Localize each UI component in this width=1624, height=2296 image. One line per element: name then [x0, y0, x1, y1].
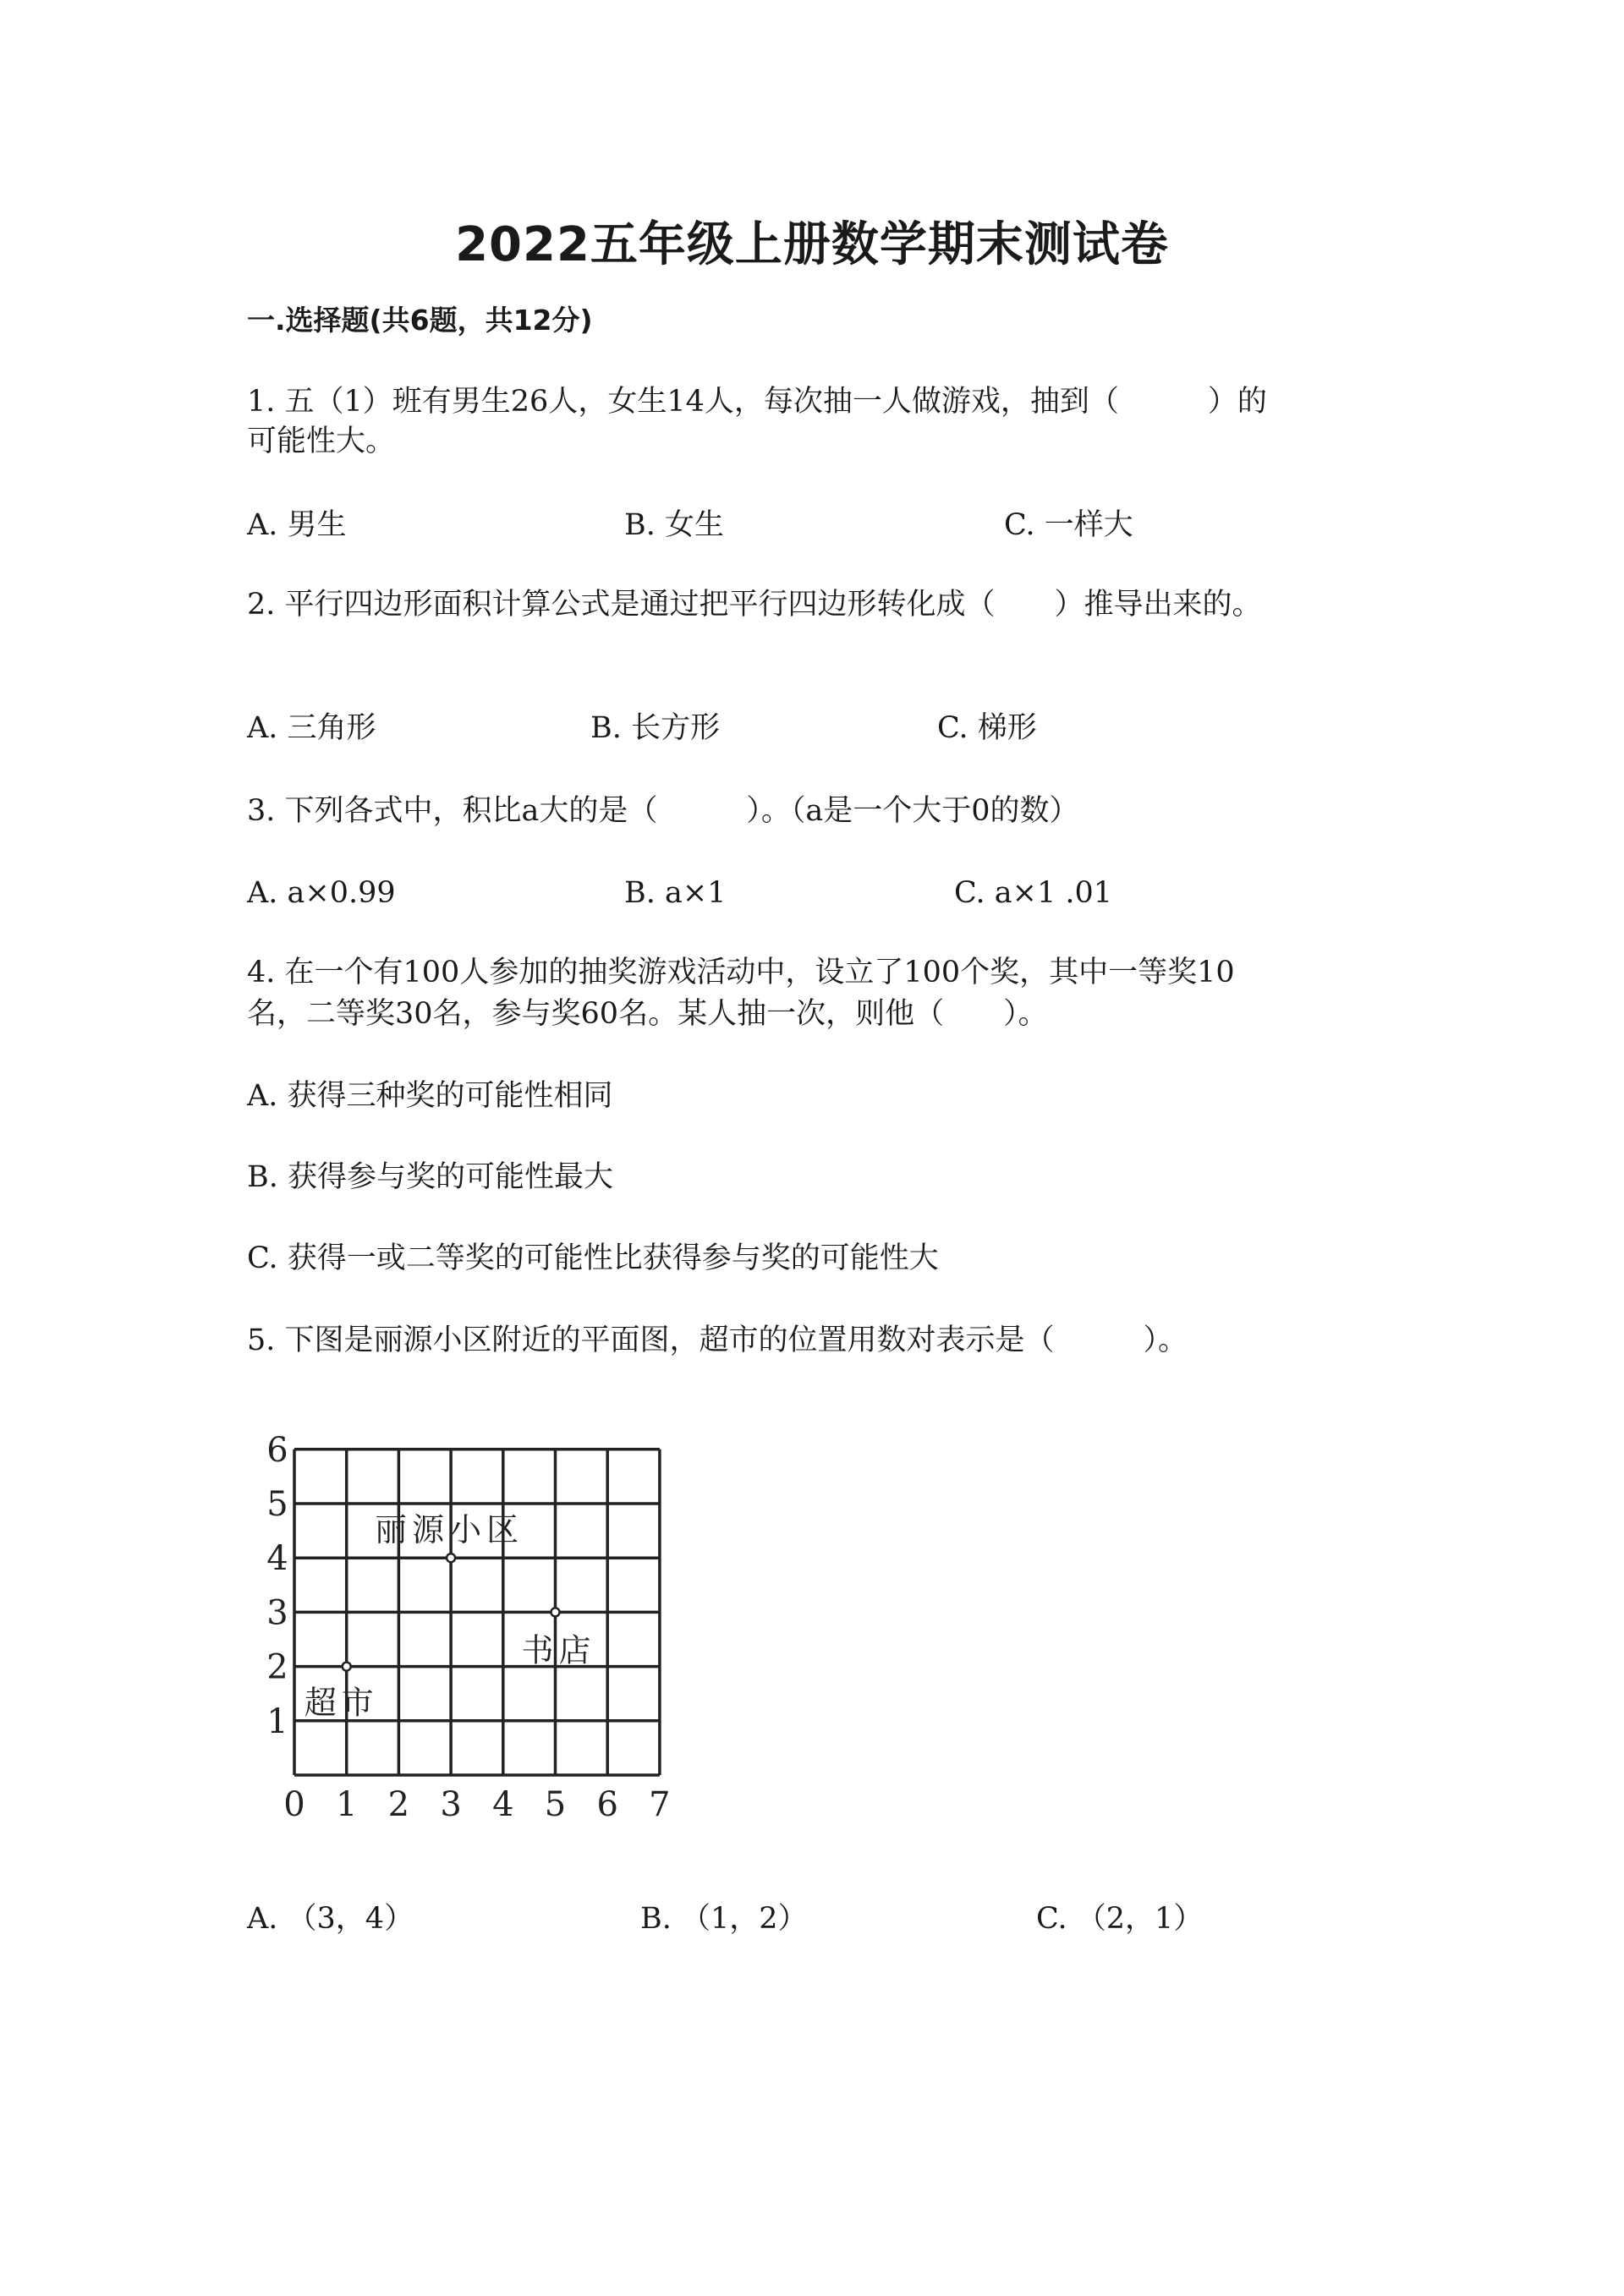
question-2-option-c: C. 梯形	[937, 711, 1037, 745]
y-tick-label: 6	[266, 1430, 288, 1470]
neighborhood-map	[254, 1429, 694, 1818]
question-3-option-b: B. a×1	[624, 876, 727, 910]
question-4-line-2: 名，二等奖30名，参与奖60名。某人抽一次，则他（ ）。	[247, 997, 1048, 1031]
y-tick-label: 3	[266, 1593, 288, 1633]
question-5-option-a: A. （3，4）	[247, 1902, 414, 1936]
y-tick-label: 4	[266, 1539, 288, 1579]
x-tick-label: 1	[335, 1785, 358, 1818]
question-4-option-b: B. 获得参与奖的可能性最大	[247, 1160, 613, 1194]
place-label: 书店	[521, 1631, 596, 1669]
section-heading: 一.选择题(共6题，共12分)	[247, 304, 593, 337]
question-4-option-a: A. 获得三种奖的可能性相同	[247, 1079, 613, 1113]
place-marker	[343, 1663, 351, 1671]
question-4-line-1: 4. 在一个有100人参加的抽奖游戏活动中，设立了100个奖，其中一等奖10	[247, 956, 1235, 989]
question-4-option-c: C. 获得一或二等奖的可能性比获得参与奖的可能性大	[247, 1241, 939, 1275]
question-1-line-1: 1. 五（1）班有男生26人，女生14人，每次抽一人做游戏，抽到（ ）的	[247, 385, 1267, 419]
question-1-option-c: C. 一样大	[1004, 508, 1133, 542]
page-title: 2022五年级上册数学期末测试卷	[455, 217, 1169, 272]
question-2-option-b: B. 长方形	[590, 711, 720, 745]
y-tick-label: 2	[266, 1647, 288, 1687]
x-tick-label: 3	[440, 1785, 462, 1818]
question-1-line-2: 可能性大。	[247, 425, 396, 458]
question-5-option-c: C. （2，1）	[1036, 1902, 1204, 1936]
y-tick-label: 1	[266, 1701, 288, 1741]
x-tick-label: 6	[596, 1785, 618, 1818]
place-marker	[551, 1608, 560, 1616]
question-3-line-1: 3. 下列各式中，积比a大的是（ ）。（a是一个大于0的数）	[247, 794, 1079, 828]
question-5-option-b: B. （1，2）	[640, 1902, 808, 1936]
question-3-option-c: C. a×1 .01	[954, 876, 1113, 910]
y-tick-label: 5	[266, 1485, 288, 1524]
place-label: 超市	[304, 1684, 379, 1722]
x-tick-label: 7	[649, 1785, 671, 1818]
x-tick-label: 0	[283, 1785, 305, 1818]
x-tick-label: 4	[492, 1785, 514, 1818]
x-tick-label: 2	[387, 1785, 410, 1818]
place-marker	[447, 1553, 455, 1562]
question-3-option-a: A. a×0.99	[247, 876, 396, 910]
question-1-option-b: B. 女生	[624, 508, 724, 542]
x-tick-label: 5	[544, 1785, 567, 1818]
question-2-option-a: A. 三角形	[247, 711, 376, 745]
question-5-line-1: 5. 下图是丽源小区附近的平面图，超市的位置用数对表示是（ ）。	[247, 1323, 1188, 1357]
question-2-line-1: 2. 平行四边形面积计算公式是通过把平行四边形转化成（ ）推导出来的。	[247, 588, 1262, 622]
question-1-option-a: A. 男生	[247, 508, 347, 542]
place-label: 丽源小区	[375, 1511, 524, 1549]
